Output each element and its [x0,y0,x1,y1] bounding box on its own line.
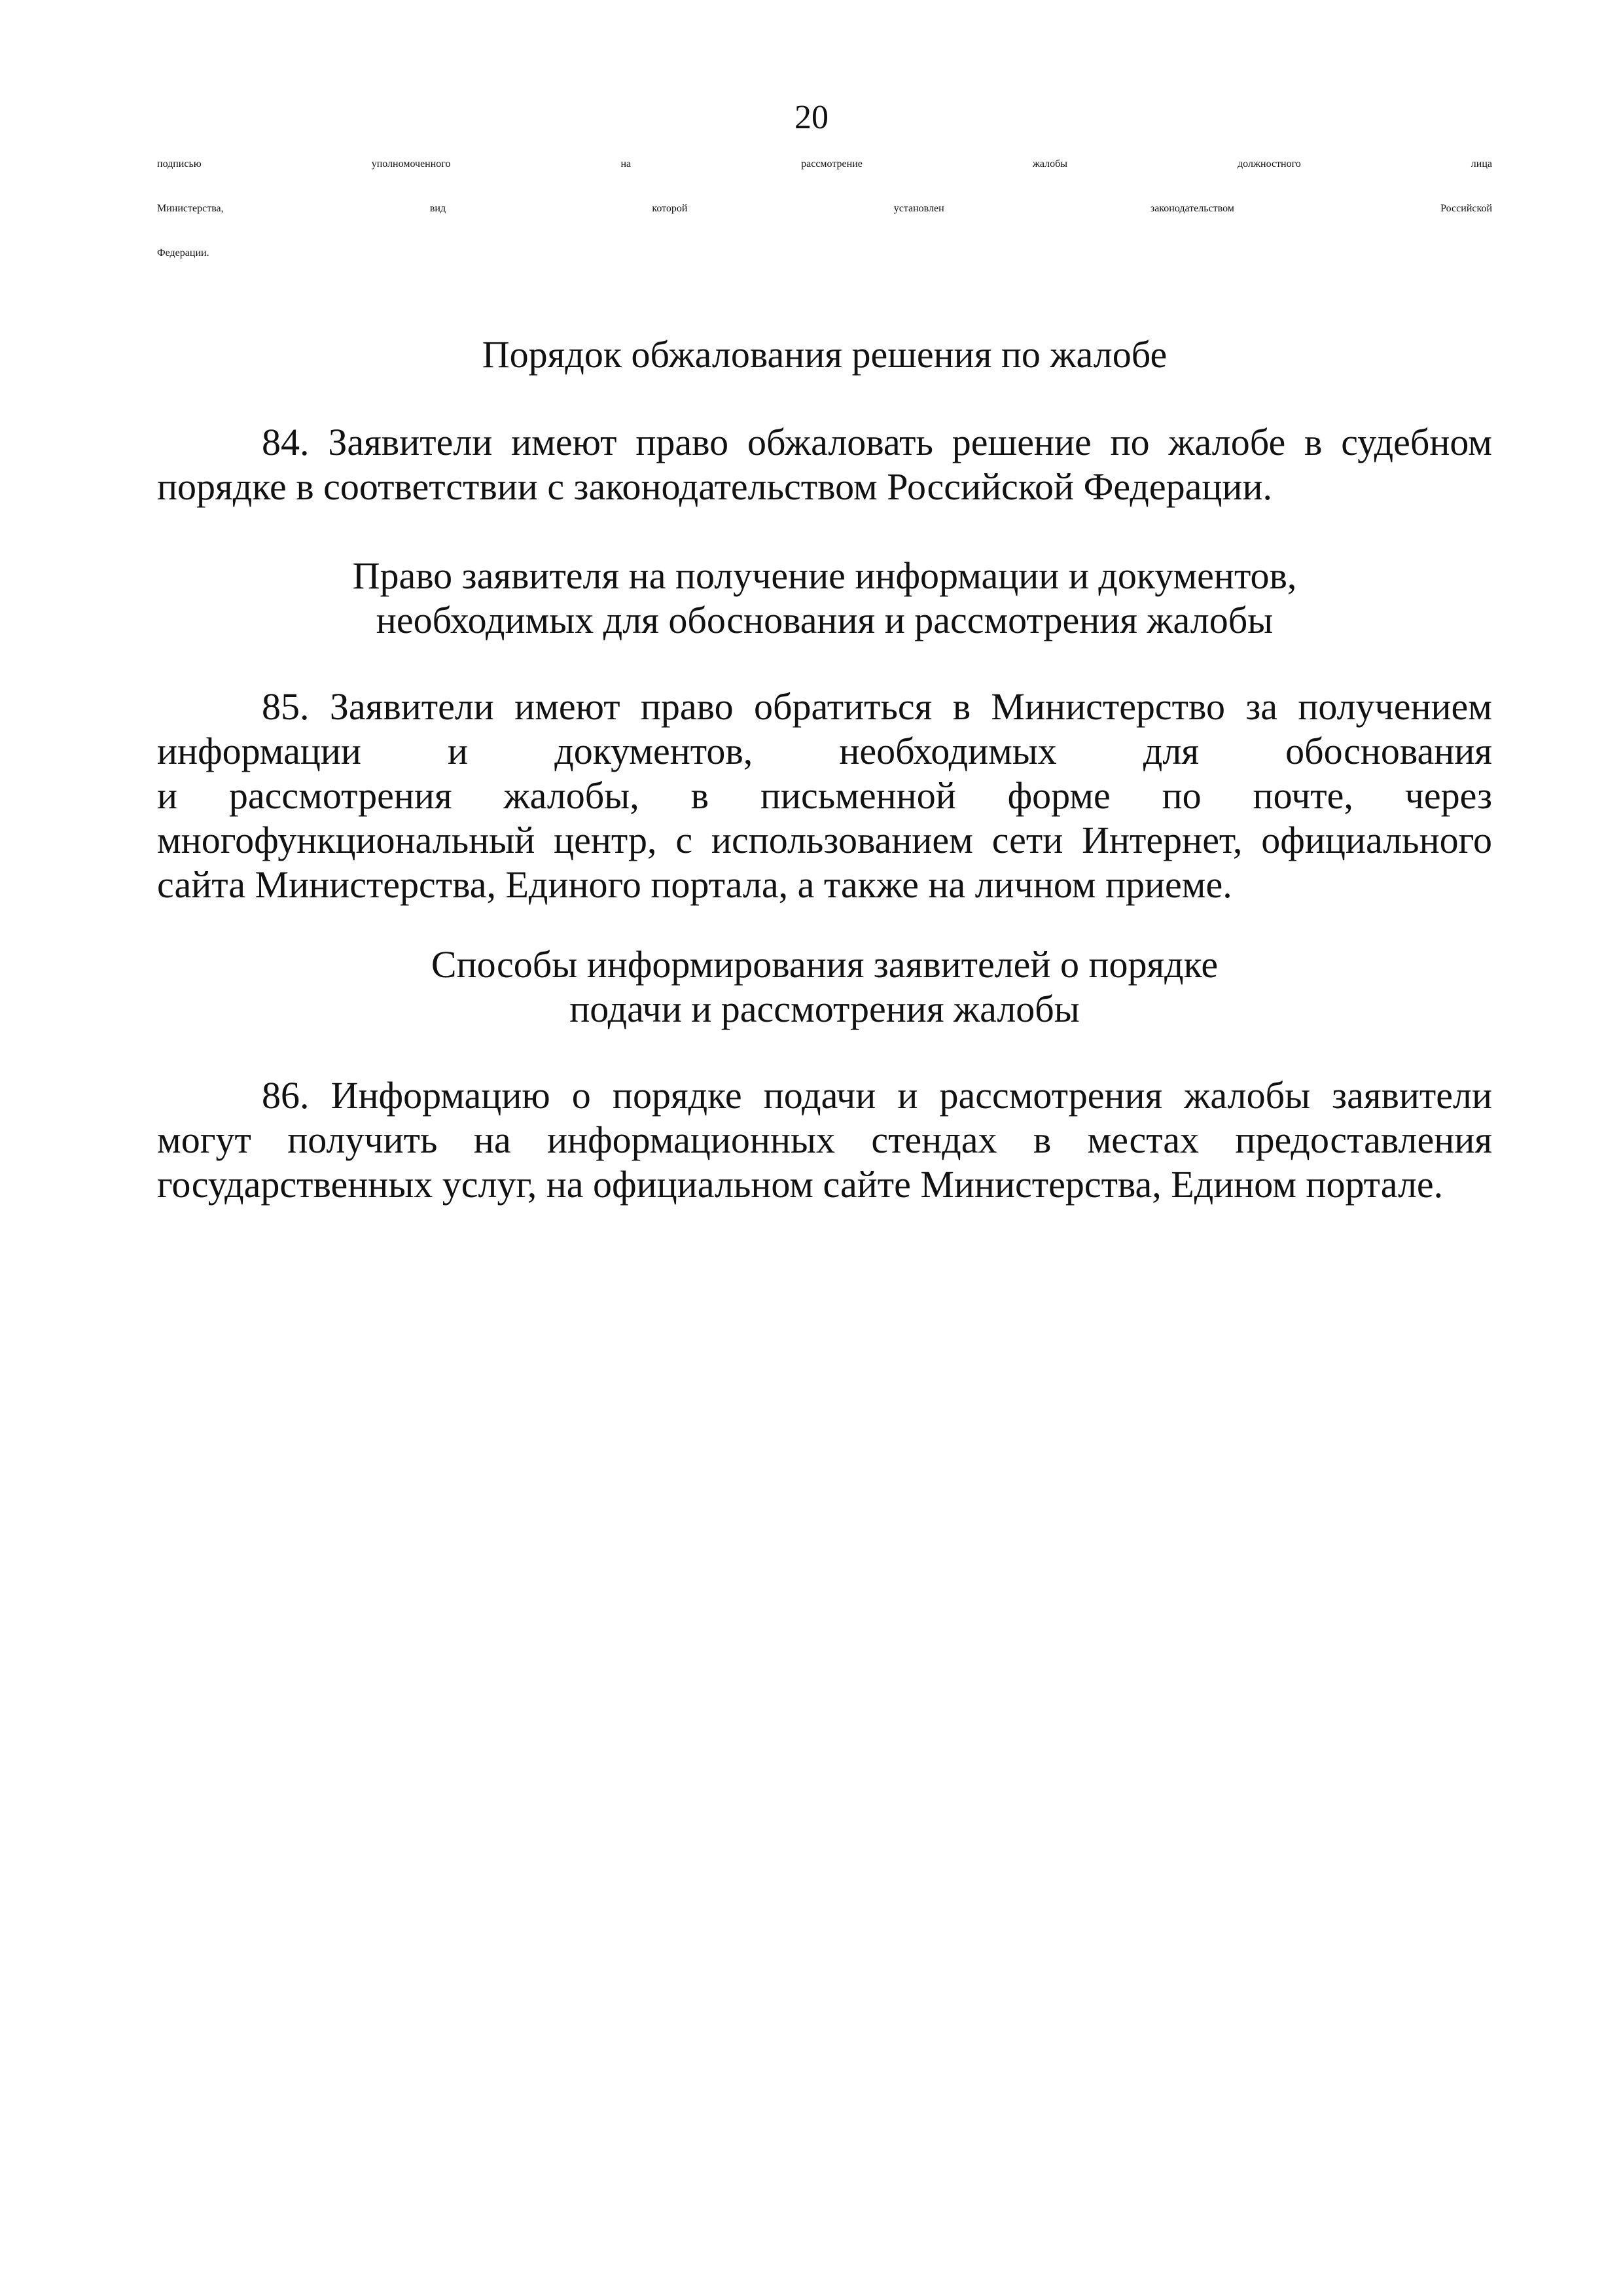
paragraph-84 [157,420,1492,509]
paragraph-line: 86. Информацию о порядке подачи и рассмотрения жалобы заявители [262,1074,1492,1117]
heading-line: подачи и рассмотрения жалобы [569,988,1080,1030]
paragraph-86 [157,1073,1492,1207]
paragraph-line: многофункциональный центр, с использованием сети Интернет, официального [157,819,1492,861]
section-heading-info-right [157,554,1492,643]
paragraph-line: Федерации. [157,247,209,259]
page-number: 20 [794,99,829,136]
paragraph-line: государственных услуг, на официальном сайте Министерства, Едином портале. [157,1163,1444,1206]
paragraph-line: сайта Министерства, Единого портала, а также на личном приеме. [157,863,1232,906]
section-heading-appeal [157,332,1492,377]
paragraph-line: подписью уполномоченного на рассмотрение жалобы должностного лица [157,158,1492,170]
heading-line: Порядок обжалования решения по жалобе [482,333,1168,376]
heading-line: Право заявителя на получение информации и документов, [352,554,1297,597]
heading-line: необходимых для обоснования и рассмотрения жалобы [376,599,1274,641]
heading-line: Способы информирования заявителей о порядке [431,943,1219,986]
paragraph-line: могут получить на информационных стендах в местах предоставления [157,1119,1492,1161]
paragraph-line: информации и документов, необходимых для обоснования [157,730,1492,772]
paragraph-line: порядке в соответствии с законодательством Российской Федерации. [157,465,1272,508]
section-heading-inform-methods [157,942,1492,1031]
paragraph-85 [157,685,1492,907]
paragraph-line: 85. Заявители имеют право обратиться в Министерство за получением [262,685,1492,728]
paragraph-line: 84. Заявители имеют право обжаловать решение по жалобе в судебном [262,421,1492,463]
intro-paragraph [157,158,1492,292]
paragraph-line: и рассмотрения жалобы, в письменной форме по почте, через [157,774,1492,817]
paragraph-line: Министерства, вид которой установлен законодательством Российской [157,203,1492,214]
